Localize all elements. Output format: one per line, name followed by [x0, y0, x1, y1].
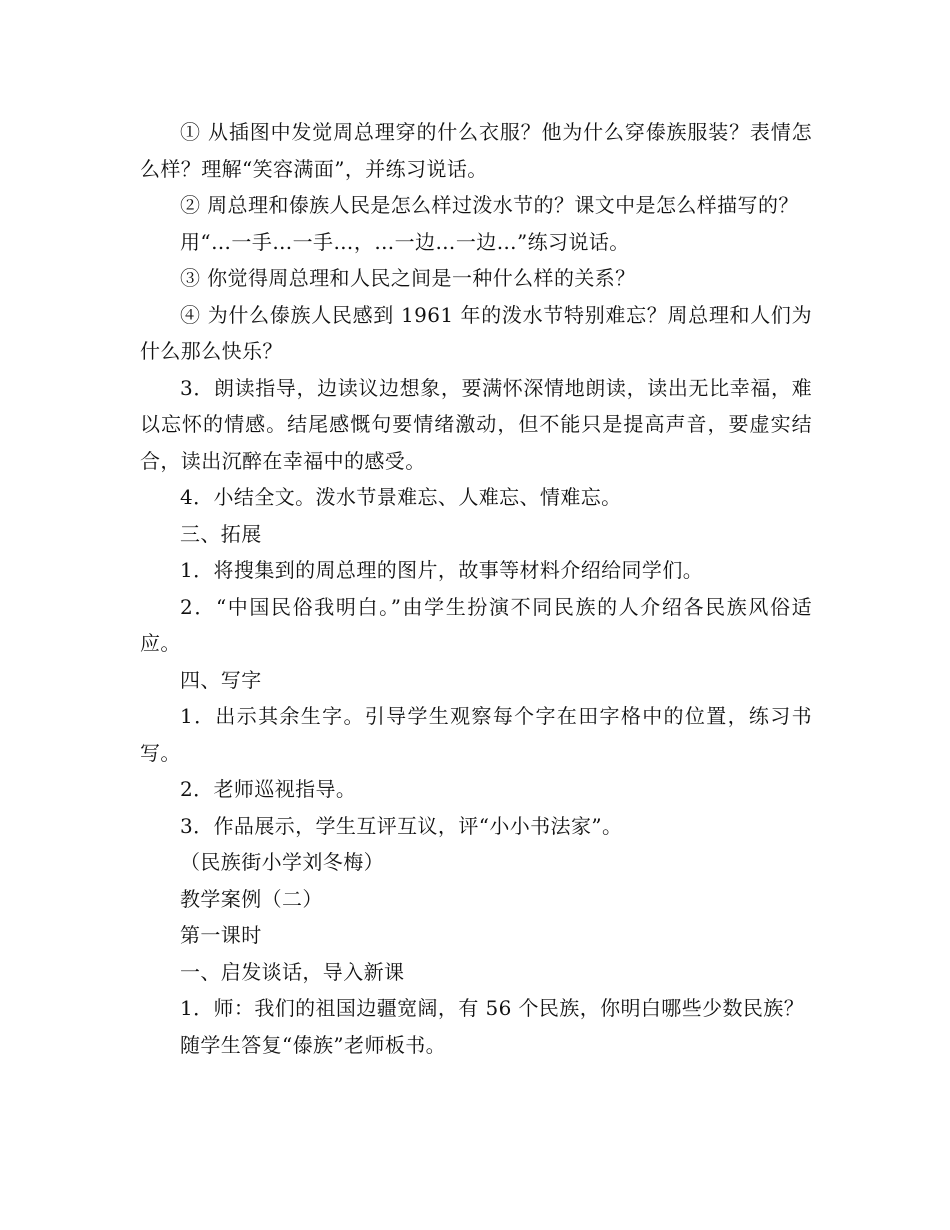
- paragraph-question-3: ③ 你觉得周总理和人民之间是一种什么样的关系？: [180, 266, 636, 290]
- paragraph-writing-1: 1．出示其余生字。引导学生观察每个字在田字格中的位置，练习书写。: [140, 704, 812, 765]
- section-heading-introduction: 一、启发谈话，导入新课: [180, 959, 405, 984]
- paragraph-board-writing: 随学生答复“傣族”老师板书。: [180, 1032, 447, 1057]
- lesson-period: 第一课时: [180, 923, 262, 947]
- paragraph-extension-1: 1．将搜集到的周总理的图片，故事等材料介绍给同学们。: [180, 558, 704, 582]
- paragraph-extension-2: 2．“中国民俗我明白。”由学生扮演不同民族的人介绍各民族风俗适应。: [140, 594, 812, 655]
- paragraph-question-1: ① 从插图中发觉周总理穿的什么衣服？他为什么穿傣族服装？表情怎么样？理解“笑容满面”，并练习说话。: [140, 120, 812, 181]
- paragraph-speaking-practice: 用“…一手…一手…，…一边…一边…”练习说话。: [180, 229, 630, 254]
- author-credit: （民族街小学刘冬梅）: [180, 850, 384, 874]
- case-title: 教学案例（二）: [180, 886, 323, 911]
- paragraph-question-2: ② 周总理和傣族人民是怎么样过泼水节的？课文中是怎么样描写的？: [180, 193, 799, 217]
- paragraph-writing-3: 3．作品展示，学生互评互议，评“小小书法家”。: [180, 813, 623, 838]
- document-body: [140, 114, 812, 1063]
- paragraph-summary: 4．小结全文。泼水节景难忘、人难忘、情难忘。: [180, 485, 622, 509]
- paragraph-writing-2: 2．老师巡视指导。: [180, 777, 357, 801]
- paragraph-reading-guidance: 3．朗读指导，边读议边想象，要满怀深情地朗读，读出无比幸福，难以忘怀的情感。结尾感慨句要情绪激动，但不能只是提高声音，要虚实结合，读出沉醉在幸福中的感受。: [140, 375, 812, 473]
- section-heading-extension: 三、拓展: [180, 521, 262, 546]
- section-heading-writing: 四、写字: [180, 667, 262, 692]
- paragraph-question-4: ④ 为什么傣族人民感到 1961 年的泼水节特别难忘？周总理和人们为什么那么快乐？: [140, 302, 812, 363]
- paragraph-teacher-question: 1．师：我们的祖国边疆宽阔，有 56 个民族，你明白哪些少数民族？: [180, 996, 805, 1020]
